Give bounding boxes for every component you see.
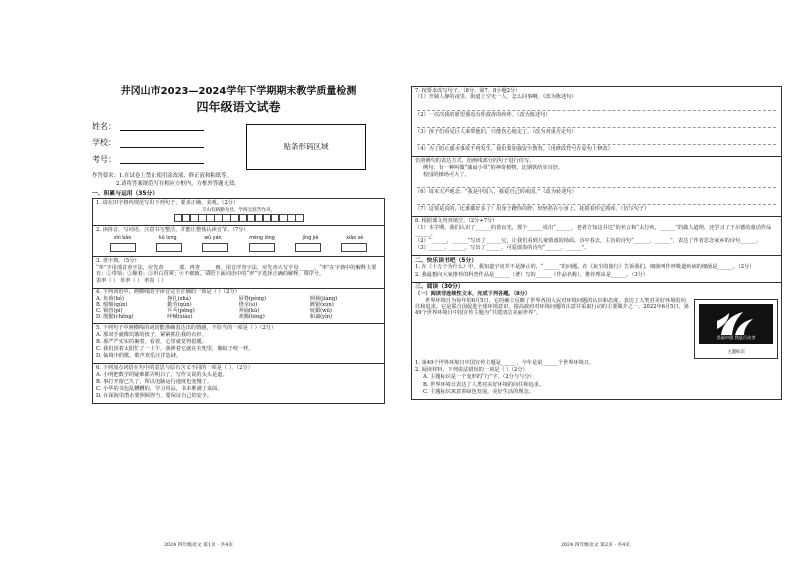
exam-number-field[interactable]: 考号： <box>92 155 232 164</box>
question-6: 6. 下列加点词语在句中的意思与原有含义不同的一项是（ ）。（2分） A. 小明把数学的疑难都弄明白了，写作文说的头头是道。 B. 事打开窗已久了，所以电脑运行速度也变慢了。 C. 小华的书包乱糟糟的，学习用品，书本堆满了桌面。 D. 在深海里潜水要照顾得当，要保证自己的安全。 <box>92 364 385 404</box>
answer-line[interactable] <box>417 120 776 128</box>
answer-box[interactable] <box>341 243 367 252</box>
section-title: 一、积累与运用（35分） <box>92 190 159 197</box>
student-info <box>92 122 385 171</box>
barcode-area: 贴条形码区域 <box>246 124 366 170</box>
question-5: 5. 下列句子中画横线的词语能准确表达出的情感，不恰当的一项是（ ）（2分） A. 那双手就像饥饿的孩子，紧紧抓住我的衣衫。 B. 那严严实实的裹着，看着，心里就觉得很暖。 C. 我们顶着太阳忙了一上午，我禅着它就在衣兜里，像蚊子咬一样。 D. 仙境中的歌，歌声欢乐汪洋恣肆。 <box>92 324 385 364</box>
answer-line[interactable] <box>417 197 776 205</box>
section-3: 三、阅读（30分） （一）阅读非连续性文本，完成下列各题。（8分） 美丽中国 我是行动者 主题标识 世界环境日为每年的6月5日，它的确立反映了世界各国人民对环境问题的认识和态度，表达了人类对美好环境的向往和追求。它是联合国促进全球环境意识、提高政府对环境问题的注意并采取行动的主要媒介之一。2022年6月5日，第49个世界环境日中国宣传主题为“共建清洁美丽世界”。 1. 第49个世界环境日中国宣传主题是______，今年是第______个世界环境日。 2. 阅读材料，下列说法错误的一项是（ ）（2分） A. 主题标识是一个变形的“行”字。（2分与与分） B. 世界环境日表达了人类对美好环境的向往和追求。 C. 主题标识寓意着绿色发展，美好生活的理念。 <box>411 283 782 400</box>
page-footer: 2024 四年级语文 第1页 · 共4页 <box>163 543 234 549</box>
answer-line[interactable] <box>417 180 776 188</box>
answer-box[interactable] <box>156 243 182 252</box>
info-fields <box>92 122 232 171</box>
exam-title: 井冈山市2023—2024学年下学期期末教学质量检测 <box>120 86 357 97</box>
question-4: 4. 下列词语中，画横线的字读音完全正确的一项是（ ）（2分） A. 负荷(hé) 挣扎(zhá) 屋脊(pèng) 倒扬(jiàng) B. 船舶(qún) 勤劳(qún) 侥幸(sì) 镀银(xùn) C. 锁扭(pì) 乒乓(pēng) 奔涌(kǔ) 妩媚(wǔ) D. 殷勤(chěng) 呼喊(xiào) 欢腾(tēng) 和蔼(yǐn) <box>92 289 385 324</box>
pinyin-row: shì bǎo kū long wū yán méng lóng jìng jiè xiǎo sè <box>113 235 364 241</box>
grid-cell[interactable] <box>295 214 304 222</box>
instructions: 作答要求：1.在试卷上禁止使用涂改液、修正液和粘纸等。 2.请将答案规范写在相应方框内，方框外答题无效。 <box>92 172 240 187</box>
name-field[interactable]: 姓名： <box>92 122 232 131</box>
writing-grid[interactable] <box>96 214 381 222</box>
question-8: 8. 根据课文内容填空。（2分+7分） （1）本学期，我们认识了______的善良光，那个______说出“______，老者方知这书达”的名言和“太行疾，______”的做人道理。还学习了王尔德的童话作品______。 （2）“______，______”写出了______它，让我们看到儿童嬉戏的场面。诗中春去，主旨的诗句“______，______”，表达了作者思念家乡的诗句______。 （3）______，______，写出了______，可爱演奏的诗句“______，______”。 <box>411 217 782 256</box>
answer-box[interactable] <box>249 243 275 252</box>
options: A. 负荷(hé) 挣扎(zhá) 屋脊(pèng) 倒扬(jiàng) B. 船舶(qún) 勤劳(qún) 侥幸(sì) 镀银(xùn) C. 锁扭(pì) 乒乓(pēng) 奔涌(kǔ) 妩媚(wǔ) D. 殷勤(chěng) 呼喊(xiào) 欢腾(tēng) 和蔼(yǐn) <box>96 296 338 321</box>
answer-line[interactable] <box>417 103 776 111</box>
logo-caption: 主题标识 <box>727 350 745 355</box>
question-7-continued: 仿照例句的表达方式，给画线部分的句子进行仿写。 例句：有一种叫做“蒲扇小草”的神奇植物，比钢铁结实百倍。 校园的操场可大了。 （6）周末大声地念：“我是中国人，我爱自己的祖国。”（改为转述句） （7）这要是真的，比谁都好多了！用身子蹭你的脖，轻轻搭在小身上，抚摸着你它抓痒。（仿写句子） <box>411 157 782 217</box>
copy-sentence: 丰山有路勤为径，学海无涯苦作舟。 <box>201 207 276 213</box>
page-footer: 2024 四年级语文 第2页 · 共4页 <box>560 543 631 549</box>
question-3: 3. 查字典。（5分） “率”字用部首查字法，应先查______部，再查______画。用音序查字法，应先查大写字母______。“率”在字典中的解释主要有：①带领；②顺着；③坦白直爽；④不细致。请给下面词语中的“率”字选择正确的解释，填序号。 表率（ ） 草率（ ） 率真（ ） <box>92 257 385 289</box>
reading-text: 世界环境日为每年的6月5日，它的确立反映了世界各国人民对环境问题的认识和态度，表达了人类对美好环境的向往和追求。它是联合国促进全球环境意识、提高政府对环境问题的注意并采取行动的主要媒介之一。2022年6月5日，第49个世界环境日中国宣传主题为“共建清洁美丽世界”。 <box>415 298 689 316</box>
question-2: 2. 读拼音，写词语。注意书写整洁，并能让整体认读音节。（7分） shì bǎo kū long wū yán méng lóng jìng jiè xiǎo sè <box>92 226 385 257</box>
exam-subtitle: 四年级语文试卷 <box>196 99 281 114</box>
question-7: 7. 按要求改写句子。（8分，第7、8小题2分） （1）开阔人静的夜里，街道上空无一人，怎么回事啊。（改为陈述句） （2）一次次我的愿望那没有你波涛的疾呼。（改为陈述句） （3）孩子们看见巨人来带他们，只能伤心地走了。（改为双重否定句） （4）为了防止溺水事故不再发生，我们要加强安全教育。（用修改符号在原句上修改） <box>411 86 782 157</box>
answer-box[interactable] <box>295 243 321 252</box>
school-field[interactable]: 学校： <box>92 138 232 147</box>
answer-line[interactable] <box>417 137 776 145</box>
answer-boxes <box>100 243 377 252</box>
answer-box[interactable] <box>202 243 228 252</box>
section-2: 二、快乐读书吧（5分） 1. 在《十万个为什么》中，我知道宇宙并不是静止的，“______”的问题。在《灰尘的旅行》告诉我们，细菌叫作呼吸道疾病的细菌是______。（2分） 2. 我最想向大家推荐的科普作品是______（著）写的______（作品名称），推荐理由是______。（3分） <box>411 256 782 282</box>
logo-slogan: 美丽中国 我是行动者 <box>716 335 756 341</box>
theme-logo <box>694 299 778 359</box>
exam-page-right <box>397 0 794 561</box>
answer-box[interactable] <box>110 243 136 252</box>
question-1: 1. 请在田字格内规范写出下列句子，要求正确、美观。（2分） 丰山有路勤为径，学海无涯苦作舟。 <box>92 198 385 226</box>
